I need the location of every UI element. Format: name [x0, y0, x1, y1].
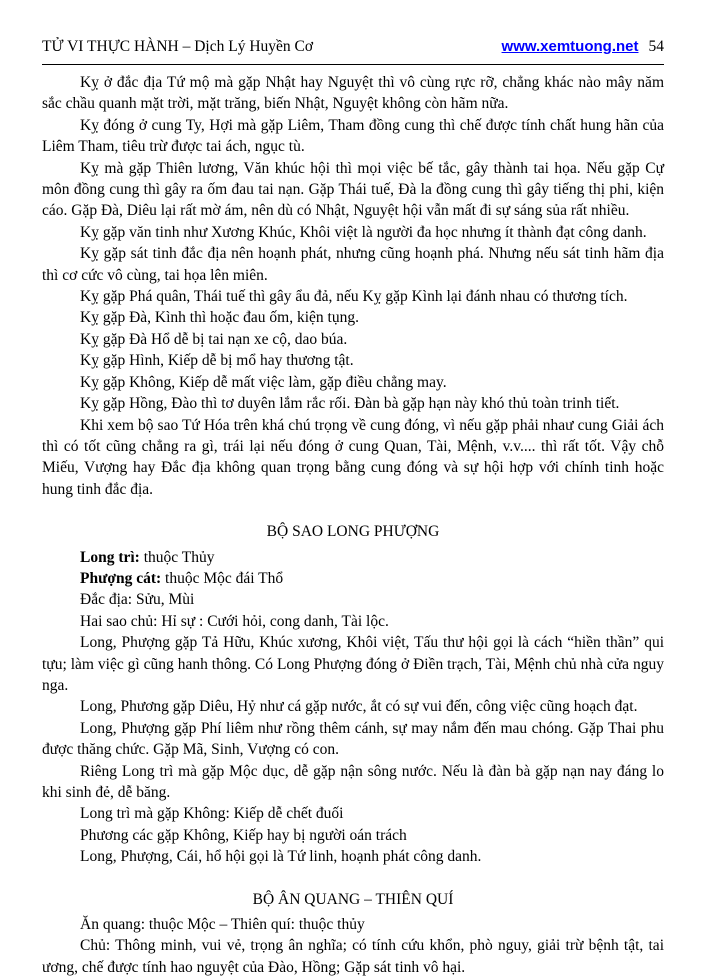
paragraph: Long, Phương gặp Diêu, Hỷ như cá gặp nước, ắt có sự vui đến, công việc cũng hoạch đạt. [80, 698, 638, 716]
paragraph: Kỵ ở đắc địa Tứ mộ mà gặp Nhật hay Nguyệt thì vô cùng rực rỡ, chẳng khác nào mây năm sắc chầu quanh mặt trời, mặt trăng, biến Nhật, Nguyệt không còn hãm nữa. [42, 74, 664, 113]
paragraph: Chủ: Thông minh, vui vẻ, trọng ân nghĩa; có tính cứu khổn, phò nguy, giải trừ bệnh tật, tai ương, chế được tính hao nguyệt của Đào, Hồng; Gặp sát tinh vô hại. [42, 937, 664, 976]
paragraph: Kỵ gặp Đà Hổ dễ bị tai nạn xe cộ, dao búa. [80, 330, 348, 348]
paragraph: Phượng cát: thuộc Mộc đái Thổ [80, 569, 284, 587]
paragraph: Long trì: thuộc Thủy [80, 548, 215, 566]
document-body [42, 72, 664, 978]
paragraph: Long trì mà gặp Không: Kiếp dễ chết đuối [80, 805, 344, 823]
paragraph: Kỵ gặp Phá quân, Thái tuế thì gây ẩu đả, nếu Kỵ gặp Kình lại đánh nhau có thương tích. [80, 288, 628, 306]
paragraph: Kỵ gặp Không, Kiếp dễ mất việc làm, gặp điều chẳng may. [80, 373, 447, 391]
paragraph: Phương các gặp Không, Kiếp hay bị người oán trách [80, 826, 407, 844]
paragraph: Kỵ gặp sát tinh đắc địa nên hoạnh phát, nhưng cũng hoạnh phá. Nhưng nếu sát tinh hãm địa thì cơ cức vô cùng, tai họa lên miên. [42, 245, 664, 284]
header-divider [42, 64, 664, 65]
document-title: TỬ VI THỰC HÀNH – Dịch Lý Huyền Cơ [42, 38, 314, 55]
paragraph: Ăn quang: thuộc Mộc – Thiên quí: thuộc thủy [80, 916, 365, 934]
paragraph: Hai sao chủ: Hỉ sự : Cưới hỏi, cong danh, Tài lộc. [80, 612, 389, 630]
paragraph: Kỵ gặp Hồng, Đào thì tơ duyên lắm rắc rối. Đàn bà gặp hạn này khó thủ toàn trinh tiết. [80, 395, 620, 413]
paragraph: Kỵ gặp Hình, Kiếp dễ bị mổ hay thương tật. [80, 352, 354, 370]
paragraph: Khi xem bộ sao Tứ Hóa trên khá chú trọng về cung đóng, vì nếu gặp phải nhaư cung Giải ách thì có tốt cũng chẳng ra gì, trái lại nếu đóng ở cung Quan, Tài, Mệnh, v.v.... thì rất tốt. Vậy chỗ Miếu, Vượng hay Đắc địa không quan trọng bằng cung đóng và sự hội hợp với chính tinh hoặc hung tinh đắc địa. [42, 416, 664, 498]
paragraph-lead: Phượng cát: [80, 569, 162, 587]
document-page [42, 38, 664, 978]
paragraph: Đắc địa: Sửu, Mùi [80, 591, 195, 609]
section-heading: BỘ ÂN QUANG – THIÊN QUÍ [252, 890, 454, 908]
paragraph: Long, Phượng gặp Tả Hữu, Khúc xương, Khôi việt, Tấu thư hội gọi là cách “hiền thần” qui tựu; làm việc gì cũng hanh thông. Có Long Phượng đóng ở Điền trạch, Tài, Mệnh chủ nhà cửa nguy nga. [42, 634, 664, 694]
paragraph: Kỵ mà gặp Thiên lương, Văn khúc hội thì mọi việc bế tắc, gây thành tai họa. Nếu gặp Cự môn đồng cung thì gây ra ốm đau tai nạn. Gặp Thái tuế, Đà la đồng cung thì gây tiếng thị phi, kiện cáo. Gặp Đà, Diêu lại rất mờ ám, nên dù có Nhật, Nguyệt hội vẫn mất đi sự sáng sủa rất nhiều. [42, 159, 664, 220]
header-right-group [502, 38, 664, 56]
paragraph-lead: Long trì: [80, 548, 140, 566]
paragraph: Kỵ gặp Đà, Kình thì hoặc đau ốm, kiện tụng. [80, 309, 359, 327]
paragraph: Long, Phượng gặp Phí liêm như rồng thêm cánh, sự may nắm đến mau chóng. Gặp Thai phu được thăng chức. Gặp Mã, Sinh, Vượng có con. [42, 719, 664, 759]
page-number: 54 [648, 38, 664, 55]
page-header [42, 38, 664, 64]
section-heading: BỘ SAO LONG PHƯỢNG [266, 523, 440, 541]
website-link[interactable]: www.xemtuong.net [501, 38, 639, 55]
paragraph: Long, Phượng, Cái, hổ hội gọi là Tứ linh, hoạnh phát công danh. [80, 848, 482, 866]
paragraph: Kỵ gặp văn tinh như Xương Khúc, Khôi việt là người đa học nhưng ít thành đạt công danh. [80, 223, 647, 241]
paragraph: Kỵ đóng ở cung Ty, Hợi mà gặp Liêm, Tham đồng cung thì chế được tính chất hung hãn của Liêm Tham, tiêu trừ được tai ách, ngục tù. [42, 116, 664, 156]
paragraph: Riêng Long trì mà gặp Mộc dục, dễ gặp nận sông nước. Nếu là đàn bà gặp nạn nay đáng lo khi sinh đẻ, dễ băng. [42, 762, 664, 801]
